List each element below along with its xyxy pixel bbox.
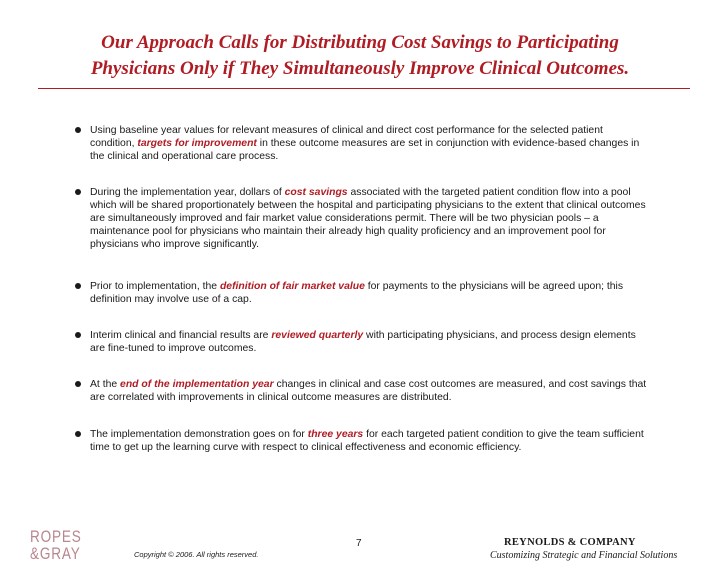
bullet-text: in these outcome measures are set in conjunction with evidence-based changes in the clinical and operational care process.	[90, 138, 640, 162]
bullet-text: During the implementation year, dollars of	[90, 187, 285, 198]
bullet-item	[90, 329, 650, 355]
bullet-highlight: end of the implementation year	[120, 379, 274, 390]
bullet-text: with participating physicians, and process design elements are fine-tuned to improve outcomes.	[90, 330, 636, 354]
bullet-dot-icon	[75, 283, 81, 289]
bullet-item	[90, 124, 650, 163]
firm-name: REYNOLDS & COMPANY	[504, 537, 636, 548]
bullet-dot-icon	[75, 332, 81, 338]
bullet-highlight: reviewed quarterly	[271, 330, 364, 341]
bullet-dot-icon	[75, 381, 81, 387]
title-line-2: Physicians Only if They Simultaneously Improve Clinical Outcomes.	[90, 58, 630, 79]
bullet-item	[90, 378, 650, 404]
bullet-text: The implementation demonstration goes on for	[90, 429, 308, 440]
bullet-text: for payments to the physicians will be agreed upon; this definition may involve use of a cap.	[90, 281, 624, 305]
title-line-1: Our Approach Calls for Distributing Cost Savings to Participating	[101, 32, 619, 53]
bullet-text: changes in clinical and case cost outcomes are measured, and cost savings that are correlated with improvements in clinical outcome measures are distributed.	[90, 379, 647, 403]
page-number: 7	[356, 538, 362, 549]
ropes-gray-logo	[30, 528, 82, 562]
title-divider	[38, 88, 690, 89]
bullet-text: Prior to implementation, the	[90, 281, 220, 292]
bullet-text: for each targeted patient condition to give the team sufficient time to get up the learning curve with respect to clinical effectiveness and economic efficiency.	[90, 429, 644, 453]
slide-title	[0, 30, 720, 82]
logo-line-1: ROPES	[30, 527, 82, 546]
logo-line-2: &GRAY	[30, 544, 81, 563]
bullet-highlight: three years	[307, 429, 364, 440]
bullet-item	[90, 186, 650, 251]
bullet-highlight: targets for improvement	[137, 138, 257, 149]
bullet-text: At the	[90, 379, 121, 390]
bullet-dot-icon	[75, 189, 81, 195]
copyright-notice: Copyright © 2006. All rights reserved.	[134, 550, 259, 559]
firm-tagline: Customizing Strategic and Financial Solutions	[490, 550, 678, 561]
bullet-item	[90, 428, 650, 454]
bullet-item	[90, 280, 650, 306]
bullet-text: associated with the targeted patient condition flow into a pool which will be shared proportionately between the hospital and participating physicians to the extent that clinical outcomes are simultaneously improved and fair market value considerations permit. There will be two physician pools – a maintenance pool for physicians who maintain their already high quality proficiency and an improvement pool for physicians who improve significantly.	[90, 187, 646, 250]
bullet-text: Using baseline year values for relevant measures of clinical and direct cost performance for the selected patient condition,	[90, 125, 603, 149]
bullet-highlight: cost savings	[284, 187, 348, 198]
bullet-dot-icon	[75, 127, 81, 133]
bullet-text: Interim clinical and financial results are	[90, 330, 272, 341]
bullet-dot-icon	[75, 431, 81, 437]
bullet-highlight: definition of fair market value	[219, 281, 365, 292]
